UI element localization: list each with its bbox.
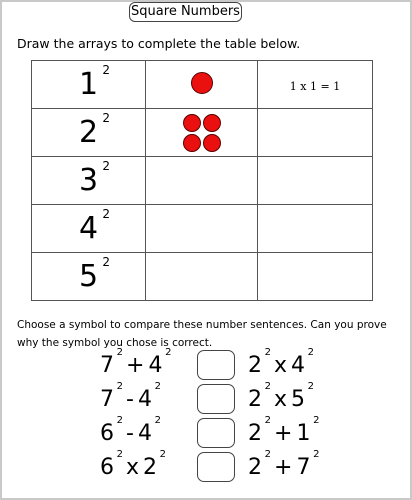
operator: +	[274, 455, 293, 480]
right-expression	[248, 381, 315, 414]
array-cell[interactable]	[146, 205, 258, 253]
square-base: 2	[78, 114, 99, 150]
left-expression	[100, 381, 162, 414]
term-base: 2	[248, 353, 262, 378]
dot-array	[180, 72, 224, 94]
term-exponent: 2	[116, 347, 123, 358]
term-exponent: 2	[307, 381, 315, 392]
comparison-row	[0, 381, 412, 420]
term-base: 2	[248, 455, 262, 480]
term-base: 7	[100, 387, 114, 412]
symbol-answer-box[interactable]	[197, 384, 235, 414]
operator: x	[274, 387, 288, 412]
operator: +	[126, 353, 145, 378]
right-expression	[248, 415, 320, 448]
table-row	[32, 61, 373, 109]
term-exponent: 2	[165, 347, 172, 358]
term-exponent: 2	[307, 347, 315, 358]
operator: x	[274, 353, 288, 378]
operator: x	[126, 455, 140, 480]
equation-cell[interactable]	[258, 61, 373, 109]
term-exponent: 2	[159, 449, 167, 460]
term-exponent: 2	[313, 449, 320, 460]
squares-table	[31, 60, 373, 301]
equation-cell[interactable]	[258, 157, 373, 205]
array-dot	[191, 72, 213, 94]
term-exponent: 2	[154, 415, 161, 426]
instruction-text: Draw the arrays to complete the table below.	[17, 36, 301, 51]
term-exponent: 2	[154, 381, 161, 392]
table-row	[32, 109, 373, 157]
term-exponent: 2	[264, 381, 271, 392]
left-expression	[100, 449, 167, 482]
square-cell	[32, 109, 146, 157]
square-exponent: 2	[102, 254, 111, 269]
term-base: 2	[248, 421, 262, 446]
square-cell	[32, 205, 146, 253]
term-base: 5	[291, 387, 306, 412]
array-cell[interactable]	[146, 157, 258, 205]
array-cell[interactable]	[146, 253, 258, 301]
operator: -	[126, 421, 134, 446]
term-base: 2	[248, 387, 262, 412]
comparison-row	[0, 415, 412, 454]
equation-cell[interactable]	[258, 109, 373, 157]
square-exponent: 2	[102, 110, 111, 125]
array-cell[interactable]	[146, 61, 258, 109]
term-base: 4	[291, 353, 306, 378]
right-expression	[248, 449, 320, 482]
term-base: 4	[148, 353, 163, 378]
square-base: 5	[78, 258, 99, 294]
square-cell	[32, 253, 146, 301]
symbol-answer-box[interactable]	[197, 418, 235, 448]
operator: +	[274, 421, 293, 446]
operator: -	[126, 387, 134, 412]
comparison-prompt: Choose a symbol to compare these number sentences. Can you prove why the symbol you chose is correct.	[17, 319, 387, 349]
square-cell	[32, 61, 146, 109]
term-base: 4	[137, 421, 152, 446]
square-exponent: 2	[102, 62, 111, 77]
equation-text: 1 x 1 = 1	[289, 80, 341, 93]
term-base: 1	[296, 421, 311, 446]
term-base: 6	[100, 455, 114, 480]
term-exponent: 2	[116, 415, 123, 426]
array-dot	[183, 114, 201, 132]
comparison-row	[0, 449, 412, 488]
term-exponent: 2	[116, 449, 123, 460]
square-base: 3	[78, 162, 99, 198]
equation-cell[interactable]	[258, 205, 373, 253]
term-base: 7	[296, 455, 311, 480]
table-row	[32, 157, 373, 205]
table-row	[32, 253, 373, 301]
term-exponent: 2	[264, 347, 271, 358]
term-base: 7	[100, 353, 114, 378]
term-exponent: 2	[313, 415, 320, 426]
array-dot	[203, 134, 221, 152]
term-base: 6	[100, 421, 114, 446]
dot-array	[180, 114, 224, 152]
left-expression	[100, 347, 172, 380]
term-exponent: 2	[264, 415, 271, 426]
left-expression	[100, 415, 162, 448]
term-exponent: 2	[264, 449, 271, 460]
square-exponent: 2	[102, 206, 111, 221]
symbol-answer-box[interactable]	[197, 350, 235, 380]
term-base: 2	[143, 455, 158, 480]
array-cell[interactable]	[146, 109, 258, 157]
array-dot	[203, 114, 221, 132]
equation-cell[interactable]	[258, 253, 373, 301]
right-expression	[248, 347, 315, 380]
page-title: Square Numbers	[129, 2, 242, 22]
term-base: 4	[137, 387, 152, 412]
table-row	[32, 205, 373, 253]
comparison-row	[0, 347, 412, 386]
symbol-answer-box[interactable]	[197, 452, 235, 482]
square-base: 4	[78, 210, 99, 246]
term-exponent: 2	[116, 381, 123, 392]
square-base: 1	[78, 66, 99, 102]
array-dot	[183, 134, 201, 152]
square-exponent: 2	[102, 158, 111, 173]
square-cell	[32, 157, 146, 205]
